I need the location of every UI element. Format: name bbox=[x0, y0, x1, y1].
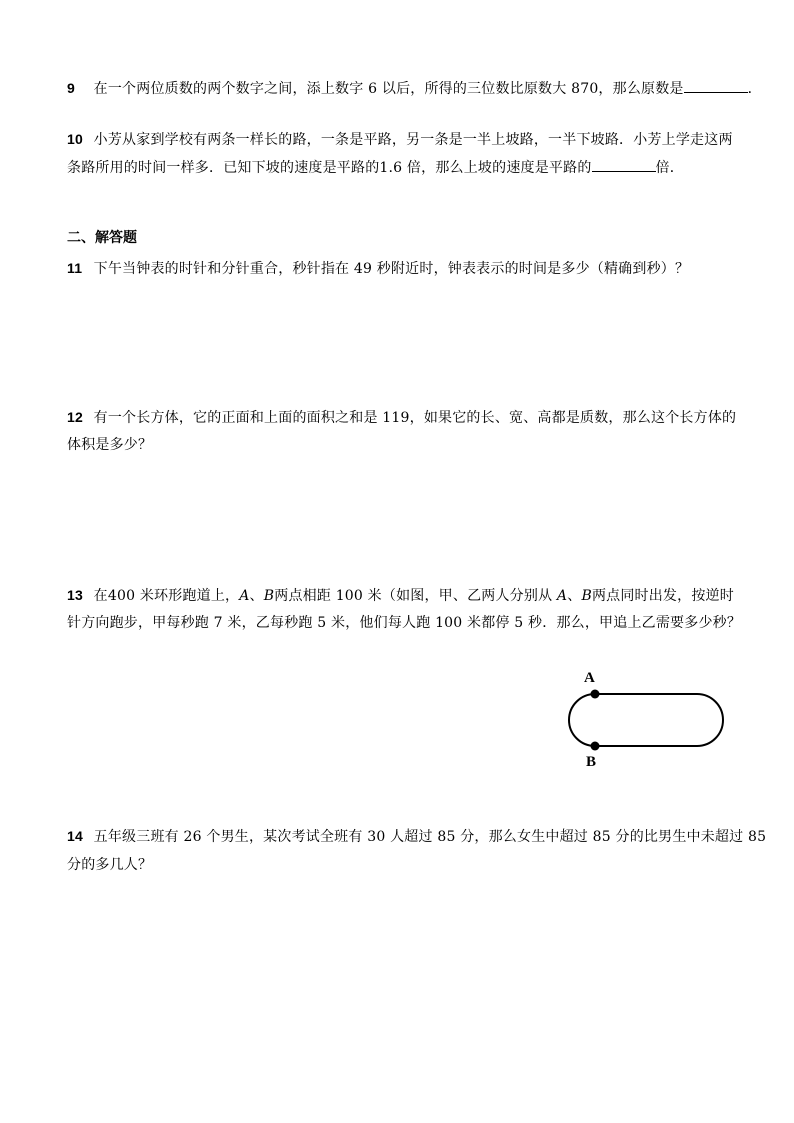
question-text: 小芳从家到学校有两条一样长的路，一条是平路，另一条是一半上坡路，一半下坡路．小芳上学走这两 bbox=[93, 132, 733, 148]
question-12-line-1 bbox=[67, 407, 736, 428]
question-14-line-2 bbox=[67, 855, 152, 875]
question-number: 9 bbox=[67, 80, 75, 96]
point-b-label: B bbox=[581, 588, 592, 604]
point-a-label: A bbox=[556, 588, 568, 604]
question-number: 12 bbox=[67, 409, 83, 425]
question-10-line-1 bbox=[67, 129, 733, 150]
diagram-label-b: B bbox=[586, 754, 597, 770]
point-b-dot bbox=[591, 742, 600, 751]
question-number: 10 bbox=[67, 131, 83, 147]
question-text: 两点同时出发，按逆时 bbox=[591, 588, 734, 604]
question-text: 有一个长方体，它的正面和上面的面积之和是 119，如果它的长、宽、高都是质数，那么这个长方体的 bbox=[93, 410, 737, 426]
question-text: 下午当钟表的时针和分针重合，秒针指在 49 秒附近时，钟表表示的时间是多少（精确到秒）？ bbox=[93, 261, 690, 277]
question-13-line-1 bbox=[67, 585, 734, 606]
separator: 、 bbox=[249, 588, 264, 604]
question-text: 五年级三班有 26 个男生，某次考试全班有 30 人超过 85 分，那么女生中超过 85 分的比男生中未超过 85 bbox=[93, 829, 767, 845]
answer-blank[interactable] bbox=[592, 157, 656, 172]
diagram-label-a: A bbox=[584, 670, 595, 686]
question-number: 14 bbox=[67, 828, 83, 844]
question-13-line-2 bbox=[67, 613, 741, 633]
question-14-line-1 bbox=[67, 826, 766, 847]
answer-blank[interactable] bbox=[684, 78, 748, 93]
track-svg bbox=[567, 664, 732, 772]
question-text: 在400 米环形跑道上， bbox=[93, 588, 240, 604]
question-text: 体积是多少？ bbox=[67, 437, 153, 453]
section-title: 二、解答题 bbox=[67, 230, 137, 246]
question-12-line-2 bbox=[67, 435, 152, 455]
question-text-end: ． bbox=[747, 81, 762, 97]
point-a-dot bbox=[591, 690, 600, 699]
question-text-end: 倍． bbox=[655, 160, 684, 176]
separator: 、 bbox=[567, 588, 582, 604]
question-10-line-2 bbox=[67, 157, 684, 178]
track-outline bbox=[569, 694, 723, 746]
question-9 bbox=[67, 78, 762, 99]
question-number: 13 bbox=[67, 587, 83, 603]
point-b-label: B bbox=[263, 588, 275, 604]
question-text: 分的多几人？ bbox=[67, 857, 153, 873]
question-11 bbox=[67, 258, 689, 279]
question-text: 两点相距 100 米（如图，甲、乙两人分别从 bbox=[274, 588, 557, 604]
question-text: 在一个两位质数的两个数字之间，添上数字 6 以后，所得的三位数比原数大 870，那么原数是 bbox=[93, 81, 684, 97]
running-track-diagram bbox=[567, 664, 732, 776]
point-a-label: A bbox=[239, 588, 250, 604]
question-text: 针方向跑步，甲每秒跑 7 米，乙每秒跑 5 米，他们每人跑 100 米都停 5 秒．那么，甲追上乙需要多少秒？ bbox=[67, 615, 742, 631]
question-number: 11 bbox=[67, 260, 83, 276]
question-text: 条路所用的时间一样多．已知下坡的速度是平路的1.6 倍，那么上坡的速度是平路的 bbox=[67, 160, 592, 176]
